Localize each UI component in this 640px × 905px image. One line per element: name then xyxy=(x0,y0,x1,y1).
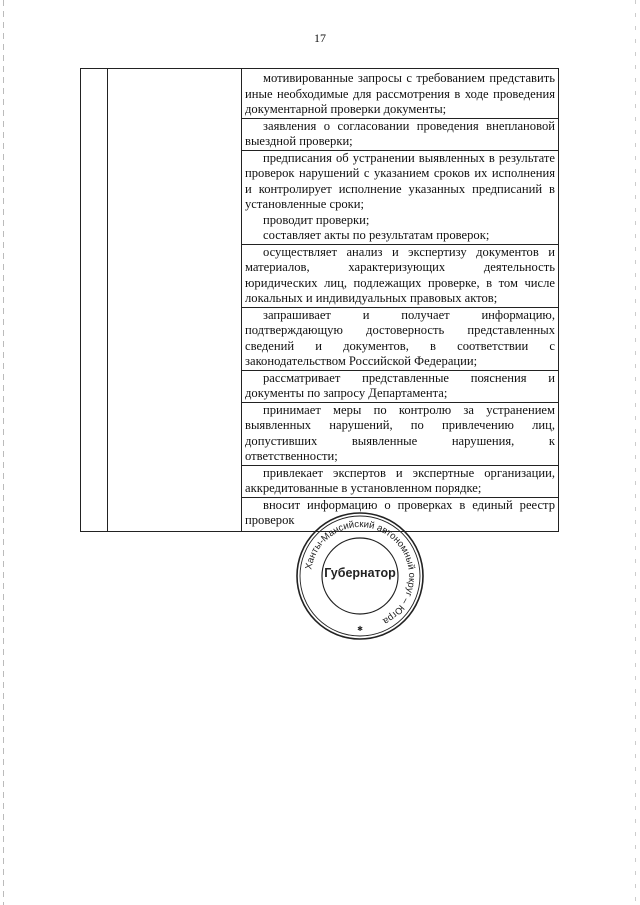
paragraph: предписания об устранении выявленных в результате проверок нарушений с указанием сроков их исполнения и контролирует исполнение указанных предписаний в установленные сроки; xyxy=(242,150,558,213)
page-number: 17 xyxy=(314,31,326,45)
seal-star-icon: ✱ xyxy=(357,625,363,633)
table-cell-number xyxy=(81,69,108,532)
official-seal xyxy=(294,510,426,642)
table-cell-name xyxy=(108,69,242,532)
paragraph: запрашивает и получает информацию, подтверждающую достоверность представленных сведений и документов, в соответствии с законодательством Российской Федерации; xyxy=(242,307,558,370)
paragraph: заявления о согласовании проведения внеплановой выездной проверки; xyxy=(242,118,558,150)
paragraph: мотивированные запросы с требованием представить иные необходимые для рассмотрения в ходе проведения документарной проверки документы; xyxy=(245,71,555,116)
seal-center-text: Губернатор xyxy=(324,566,396,580)
paragraph: принимает меры по контролю за устранением выявленных нарушений, по привлечению лиц, допустивших выявленные нарушения, к ответственности; xyxy=(242,402,558,465)
scan-edge-right xyxy=(635,0,636,905)
scan-edge-left xyxy=(3,0,4,905)
paragraph: составляет акты по результатам проверок; xyxy=(263,228,490,242)
document-table xyxy=(80,68,559,532)
seal-ring-text: Ханты-Мансийский автономный округ – Югра xyxy=(303,518,418,627)
paragraph: проводит проверки; xyxy=(263,212,370,227)
table-row xyxy=(81,69,559,532)
paragraph: привлекает экспертов и экспертные организации, аккредитованные в установленном порядке; xyxy=(242,465,558,497)
paragraph: осуществляет анализ и экспертизу документов и материалов, характеризующих деятельность юридических лиц, подлежащих проверке, в том числе локальных и индивидуальных правовых актов; xyxy=(242,244,558,307)
paragraph: вносит информацию о проверках в единый реестр проверок xyxy=(242,497,558,529)
table-cell-content xyxy=(242,69,559,532)
paragraph: рассматривает представленные пояснения и документы по запросу Департамента; xyxy=(242,370,558,402)
